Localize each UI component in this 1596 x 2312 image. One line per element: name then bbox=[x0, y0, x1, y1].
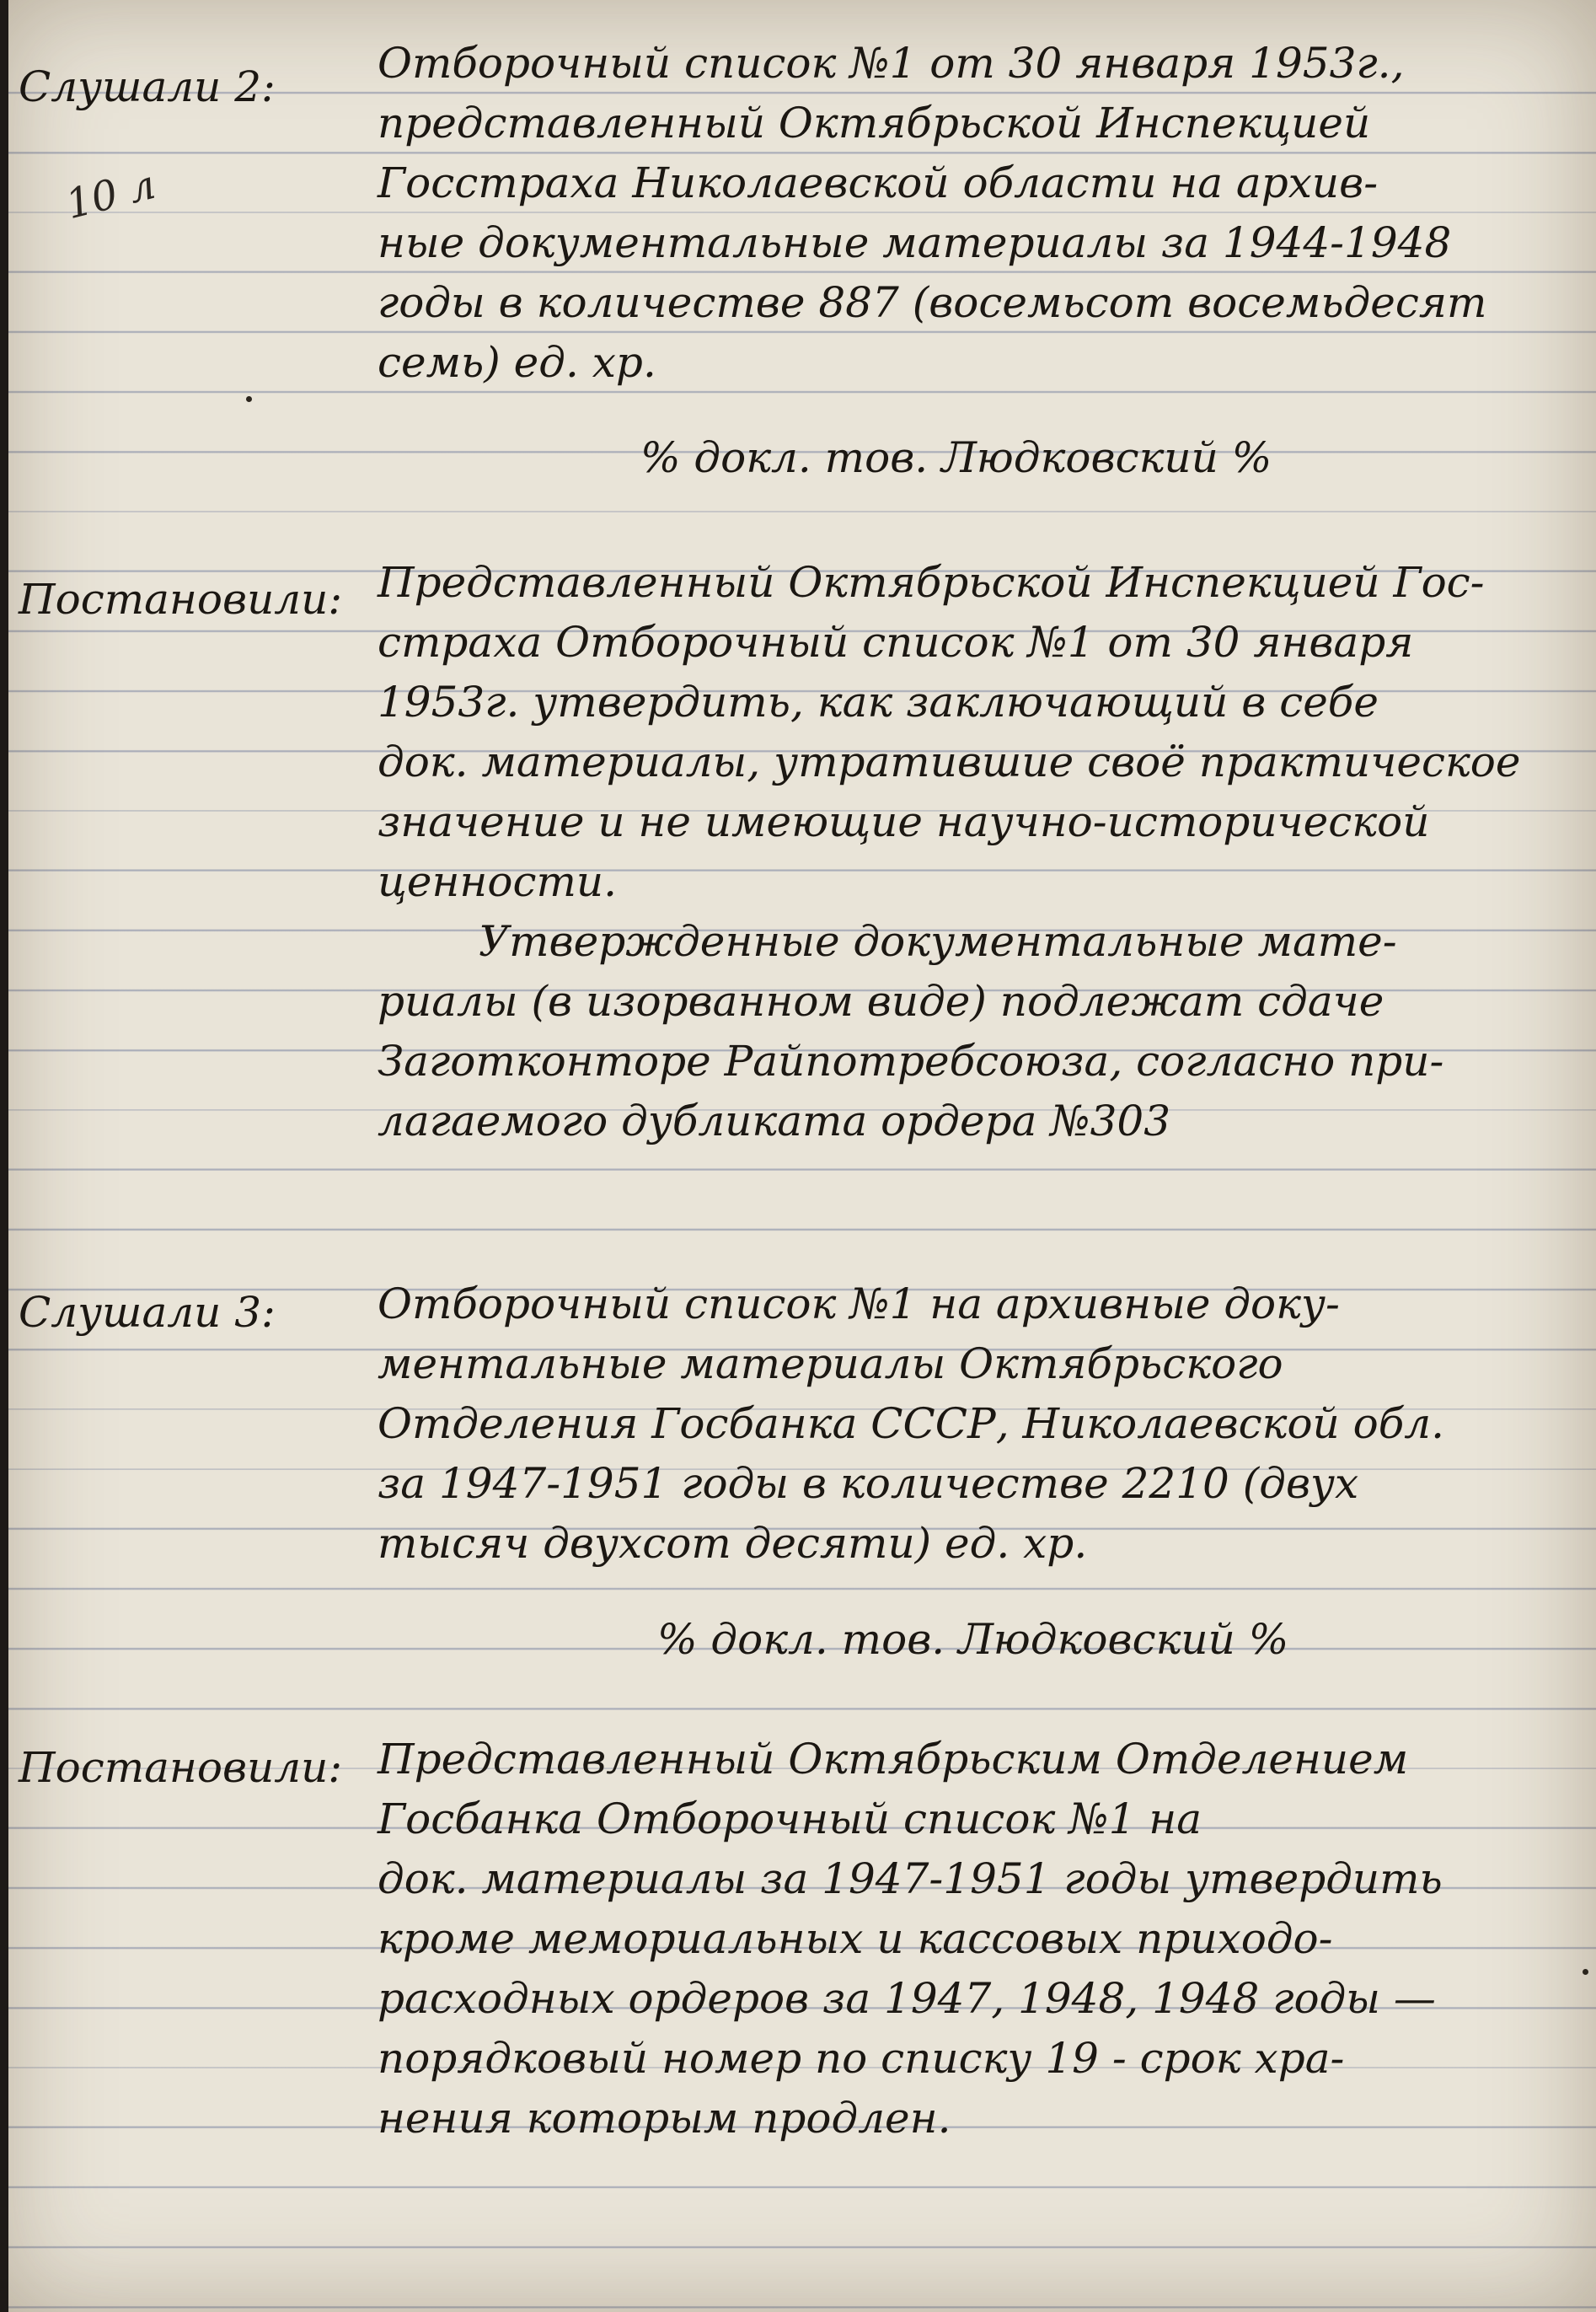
text-line: Отделения Госбанка СССР, Николаевской обл. bbox=[378, 1399, 1444, 1448]
text-line: Заготконторе Райпотребсоюза, согласно при- bbox=[378, 1037, 1444, 1086]
text-line: Утвержденные документальные мате- bbox=[479, 917, 1397, 966]
report-note: % докл. тов. Людковский % bbox=[640, 433, 1272, 482]
text-line: Госстраха Николаевской области на архив- bbox=[378, 158, 1379, 207]
report-note: % докл. тов. Людковский % bbox=[657, 1615, 1289, 1664]
text-line: годы в количестве 887 (восемьсот восемьдесят bbox=[378, 278, 1487, 327]
section-label-heard-2: Слушали 2: bbox=[19, 62, 276, 111]
text-line: док. материалы за 1947-1951 годы утвердить bbox=[378, 1854, 1443, 1903]
text-line: Представленный Октябрьским Отделением bbox=[378, 1735, 1409, 1784]
section-resolved-1-text bbox=[378, 553, 1557, 1151]
text-line: 1953г. утвердить, как заключающий в себе bbox=[378, 678, 1379, 727]
text-line: нения которым продлен. bbox=[378, 2094, 951, 2143]
section-heard-3-text bbox=[378, 1274, 1557, 1574]
text-line: страха Отборочный список №1 от 30 января bbox=[378, 618, 1414, 667]
text-line: док. материалы, утратившие своё практическое bbox=[378, 738, 1521, 786]
page-edge bbox=[0, 0, 8, 2312]
text-line: лагаемого дубликата ордера №303 bbox=[378, 1097, 1171, 1145]
section-label-resolved-1: Постановили: bbox=[19, 575, 343, 624]
text-line: Отборочный список №1 от 30 января 1953г., bbox=[378, 39, 1405, 88]
section-label-resolved-2: Постановили: bbox=[19, 1743, 343, 1792]
text-line: ные документальные материалы за 1944-1948 bbox=[378, 218, 1452, 267]
text-line: ментальные материалы Октябрьского bbox=[378, 1339, 1283, 1388]
text-line: Госбанка Отборочный список №1 на bbox=[378, 1794, 1202, 1843]
ink-dot bbox=[246, 396, 252, 402]
section-resolved-2-text bbox=[378, 1730, 1557, 2148]
margin-note: 10 л bbox=[61, 160, 160, 229]
text-line: семь) ед. хр. bbox=[378, 338, 656, 387]
section-heard-2-text bbox=[378, 34, 1557, 393]
text-line: кроме мемориальных и кассовых приходо- bbox=[378, 1914, 1333, 1963]
text-line: тысяч двухсот десяти) ед. хр. bbox=[378, 1519, 1088, 1568]
text-line: за 1947-1951 годы в количестве 2210 (двух bbox=[378, 1459, 1359, 1508]
text-line: риалы (в изорванном виде) подлежат сдаче bbox=[378, 977, 1384, 1026]
text-line: представленный Октябрьской Инспекцией bbox=[378, 99, 1371, 148]
ink-dot bbox=[1583, 1969, 1588, 1975]
text-line: Отборочный список №1 на архивные доку- bbox=[378, 1279, 1340, 1328]
text-line: расходных ордеров за 1947, 1948, 1948 годы — bbox=[378, 1974, 1436, 2023]
text-line: значение и не имеющие научно-исторической bbox=[378, 797, 1430, 846]
text-line: Представленный Октябрьской Инспекцией Гос- bbox=[378, 558, 1485, 607]
section-label-heard-3: Слушали 3: bbox=[19, 1288, 276, 1337]
text-line: порядковый номер по списку 19 - срок хра- bbox=[378, 2034, 1345, 2083]
text-line: ценности. bbox=[378, 857, 617, 906]
